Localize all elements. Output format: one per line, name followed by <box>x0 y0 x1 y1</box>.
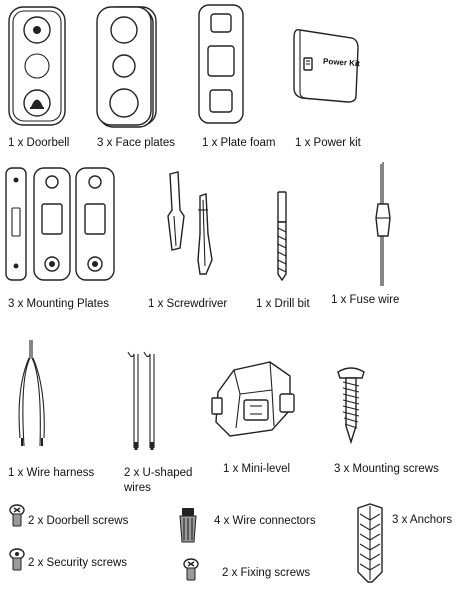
mini-level-label: 1 x Mini-level <box>223 463 291 475</box>
wire-connectors-image <box>176 506 200 546</box>
face-plates-label: 3 x Face plates <box>97 137 175 149</box>
doorbell-screws-image <box>8 504 26 528</box>
anchors-image <box>350 502 390 584</box>
fuse-wire-image <box>368 160 398 290</box>
security-screws-image <box>8 548 26 572</box>
face-plates-image <box>96 6 158 128</box>
wire-harness-image <box>12 338 52 448</box>
mounting-plates-image <box>4 166 122 284</box>
drill-bit-image <box>272 190 294 282</box>
fuse-wire-label: 1 x Fuse wire <box>331 294 400 306</box>
mounting-screws-image <box>336 366 366 446</box>
mini-level-image <box>210 350 296 442</box>
wire-harness-label: 1 x Wire harness <box>8 467 95 479</box>
screwdriver-image <box>162 170 218 280</box>
u-shaped-wires-image <box>124 348 160 452</box>
drill-bit-label: 1 x Drill bit <box>256 298 310 310</box>
doorbell-screws-label: 2 x Doorbell screws <box>28 515 129 527</box>
u-shaped-wires-label: 2 x U-shaped wires <box>124 467 193 494</box>
security-screws-label: 2 x Security screws <box>28 557 128 569</box>
plate-foam-label: 1 x Plate foam <box>202 137 276 149</box>
mounting-screws-label: 3 x Mounting screws <box>334 463 439 475</box>
power-kit-label: 1 x Power kit <box>295 137 361 149</box>
mounting-plates-label: 3 x Mounting Plates <box>8 298 110 310</box>
plate-foam-image <box>198 4 246 128</box>
fixing-screws-image <box>182 558 200 582</box>
screwdriver-label: 1 x Screwdriver <box>148 298 228 310</box>
anchors-label: 3 x Anchors <box>392 514 453 526</box>
wire-connectors-label: 4 x Wire connectors <box>214 515 316 527</box>
fixing-screws-label: 2 x Fixing screws <box>222 567 311 579</box>
doorbell-label: 1 x Doorbell <box>8 137 70 149</box>
doorbell-image <box>8 6 68 128</box>
power-kit-print: Power Kit <box>322 56 361 69</box>
